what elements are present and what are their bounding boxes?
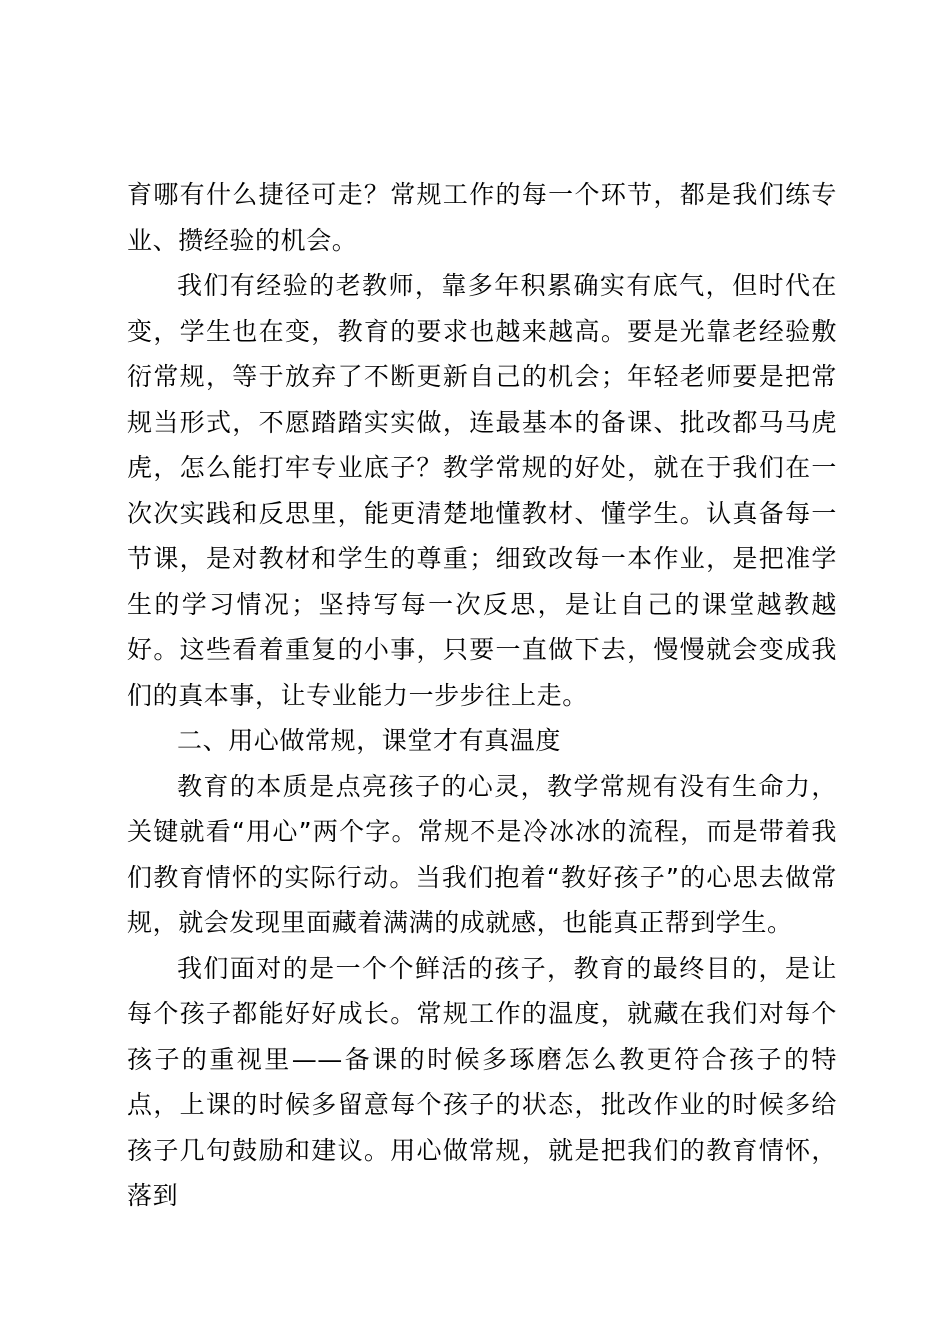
section-heading: 二、用心做常规，课堂才有真温度 <box>177 726 562 755</box>
document-body <box>127 172 837 1219</box>
paragraph: 我们有经验的老教师，靠多年积累确实有底气，但时代在变，学生也在变，教育的要求也越来越高。要是光靠老经验敷衍常规，等于放弃了不断更新自己的机会；年轻老师要是把常规当形式，不愿踏踏实实做，连最基本的备课、批改都马马虎虎，怎么能打牢专业底子？教学常规的好处，就在于我们在一次次实践和反思里，能更清楚地懂教材、懂学生。认真备每一节课，是对教材和学生的尊重；细致改每一本作业，是把准学生的学习情况；坚持写每一次反思，是让自己的课堂越教越好。这些看着重复的小事，只要一直做下去，慢慢就会变成我们的真本事，让专业能力一步步往上走。 <box>127 271 837 710</box>
paragraph: 我们面对的是一个个鲜活的孩子，教育的最终目的，是让每个孩子都能好好成长。常规工作的温度，就藏在我们对每个孩子的重视里——备课的时候多琢磨怎么教更符合孩子的特点，上课的时候多留意每个孩子的状态，批改作业的时候多给孩子几句鼓励和建议。用心做常规，就是把我们的教育情怀，落到 <box>127 953 837 1210</box>
paragraph: 教育的本质是点亮孩子的心灵，教学常规有没有生命力，关键就看“用心”两个字。常规不是冷冰冰的流程，而是带着我们教育情怀的实际行动。当我们抱着“教好孩子”的心思去做常规，就会发现里面藏着满满的成就感，也能真正帮到学生。 <box>127 771 837 937</box>
paragraph-continuation: 育哪有什么捷径可走？常规工作的每一个环节，都是我们练专业、攒经验的机会。 <box>127 180 837 255</box>
